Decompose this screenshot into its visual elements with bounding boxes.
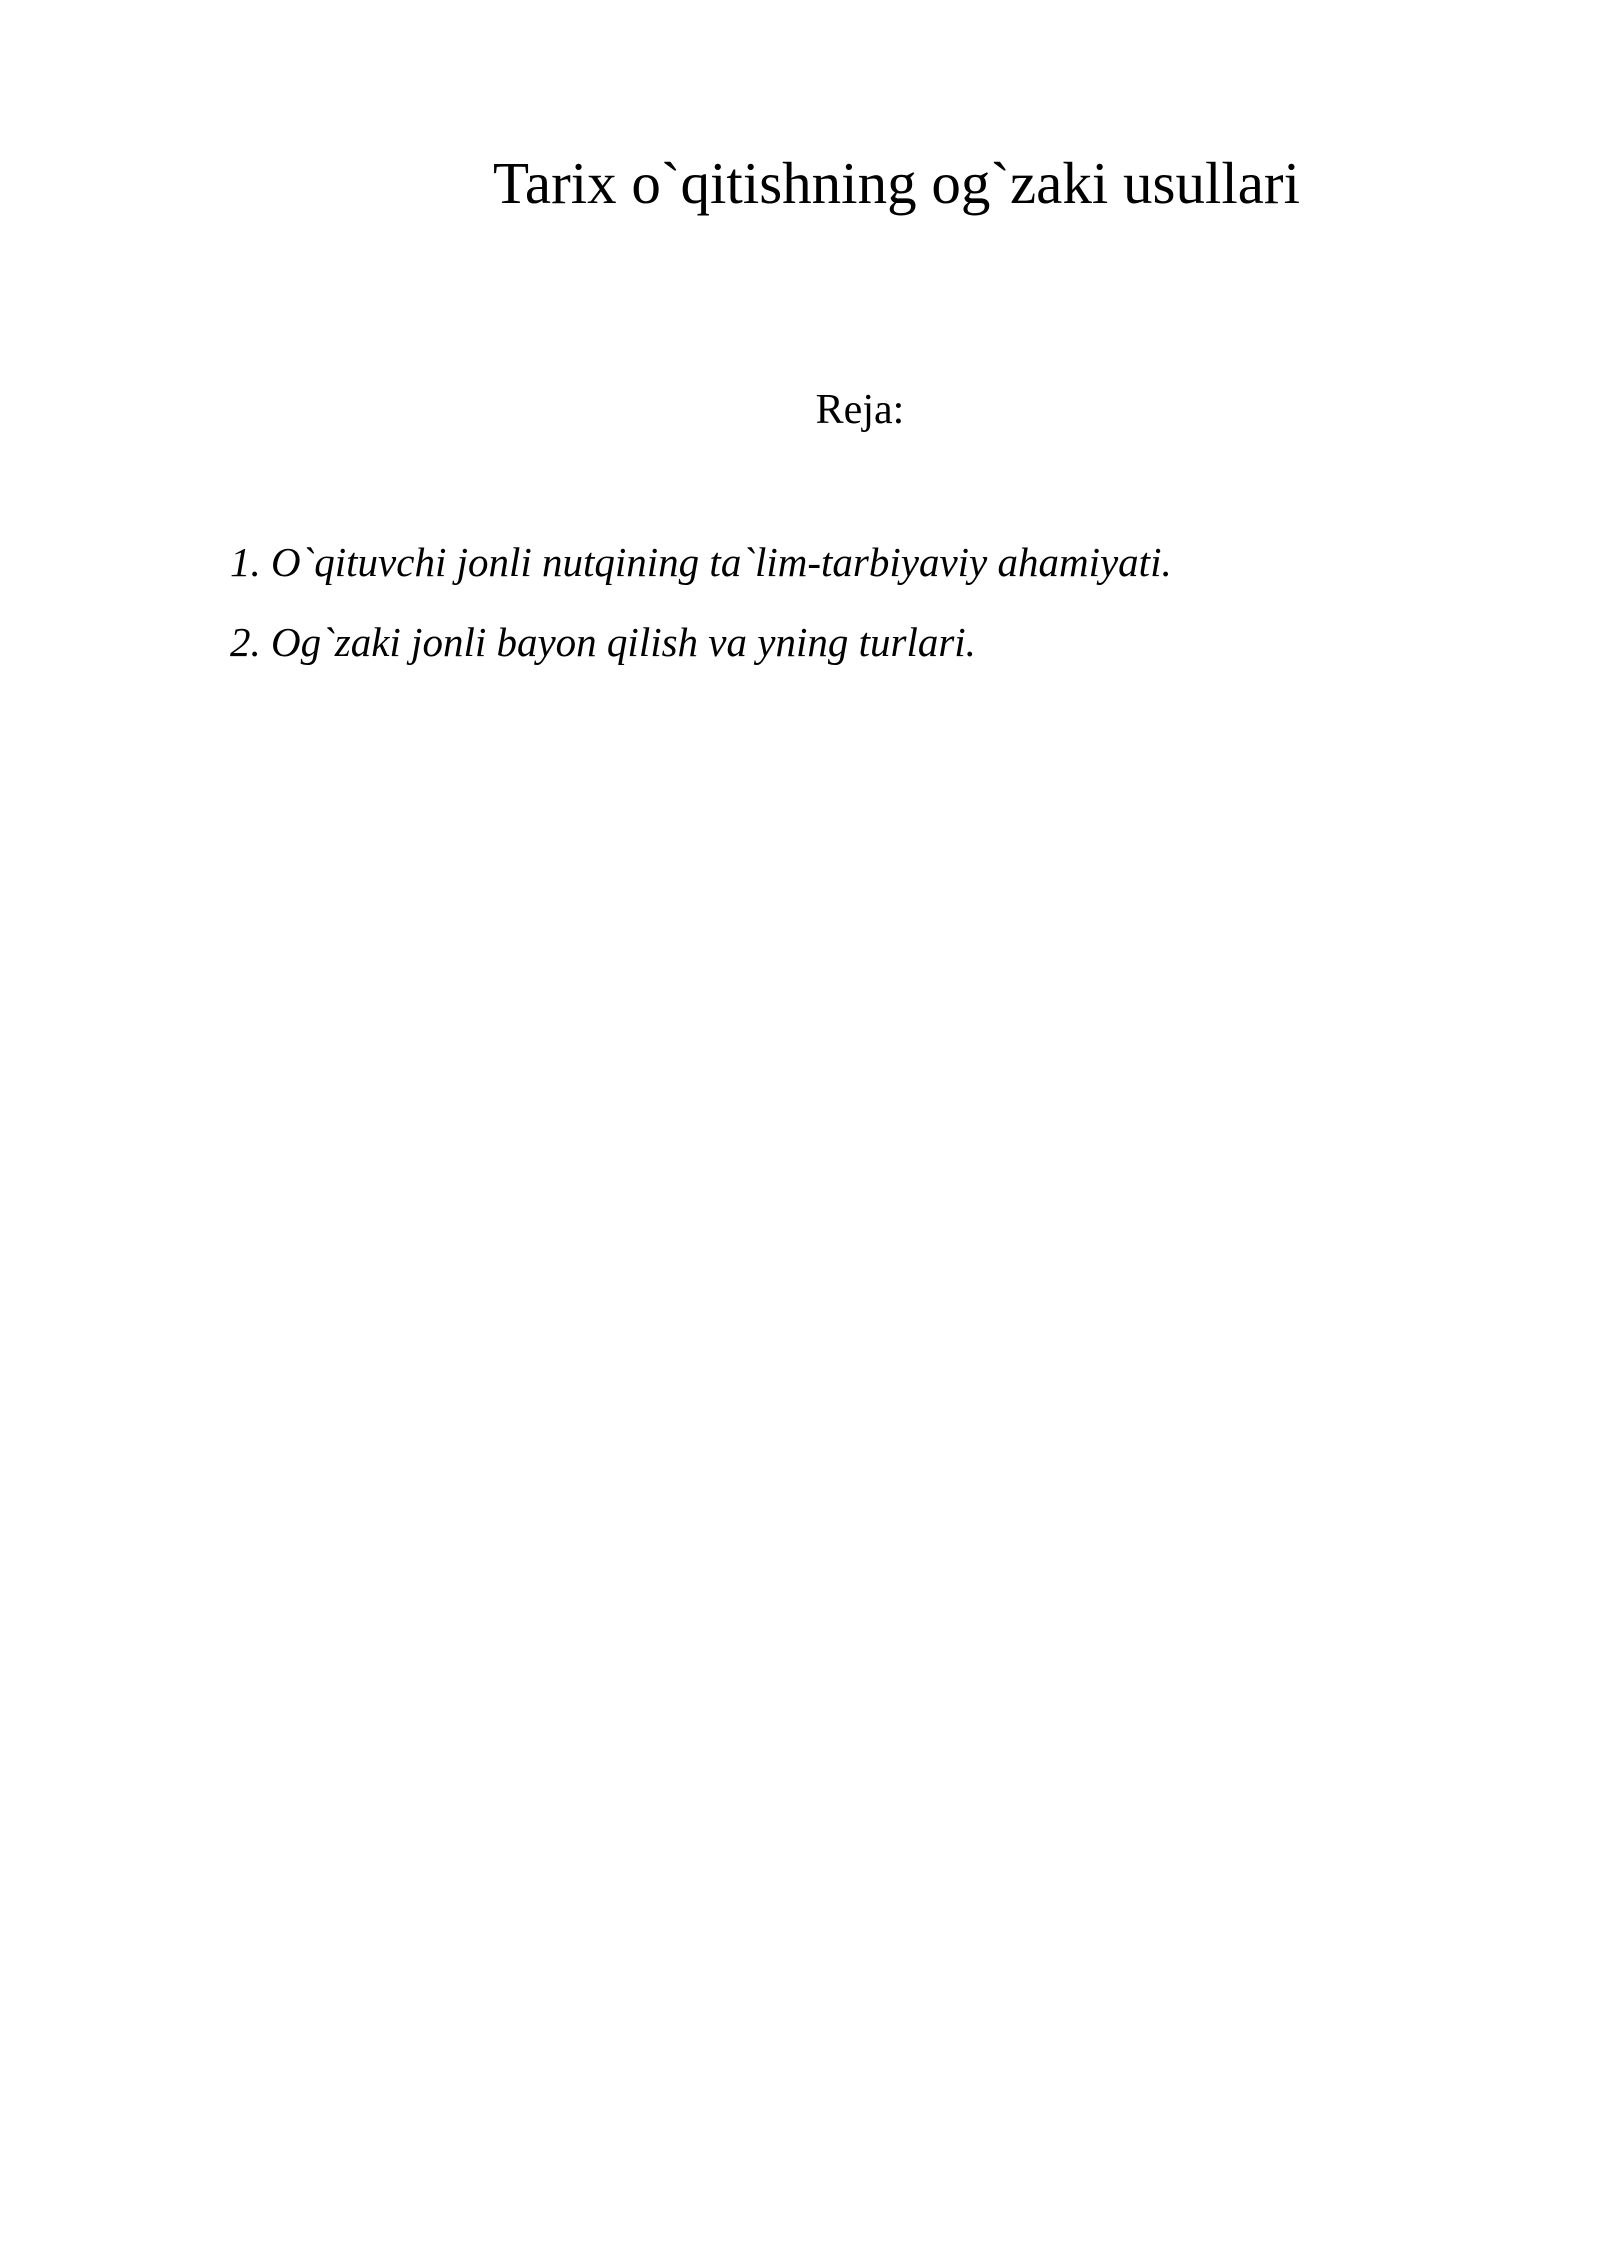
plan-heading: Reja:	[815, 387, 905, 433]
document-title: Tarix o`qitishning og`zaki usullari	[493, 150, 1300, 216]
plan-item: 2. Og`zaki jonli bayon qilish va yning turlari.	[230, 619, 976, 665]
plan-item: 1. O`qituvchi jonli nutqining ta`lim-tarbiyaviy ahamiyati.	[230, 539, 1172, 585]
plan-list	[230, 522, 1172, 682]
